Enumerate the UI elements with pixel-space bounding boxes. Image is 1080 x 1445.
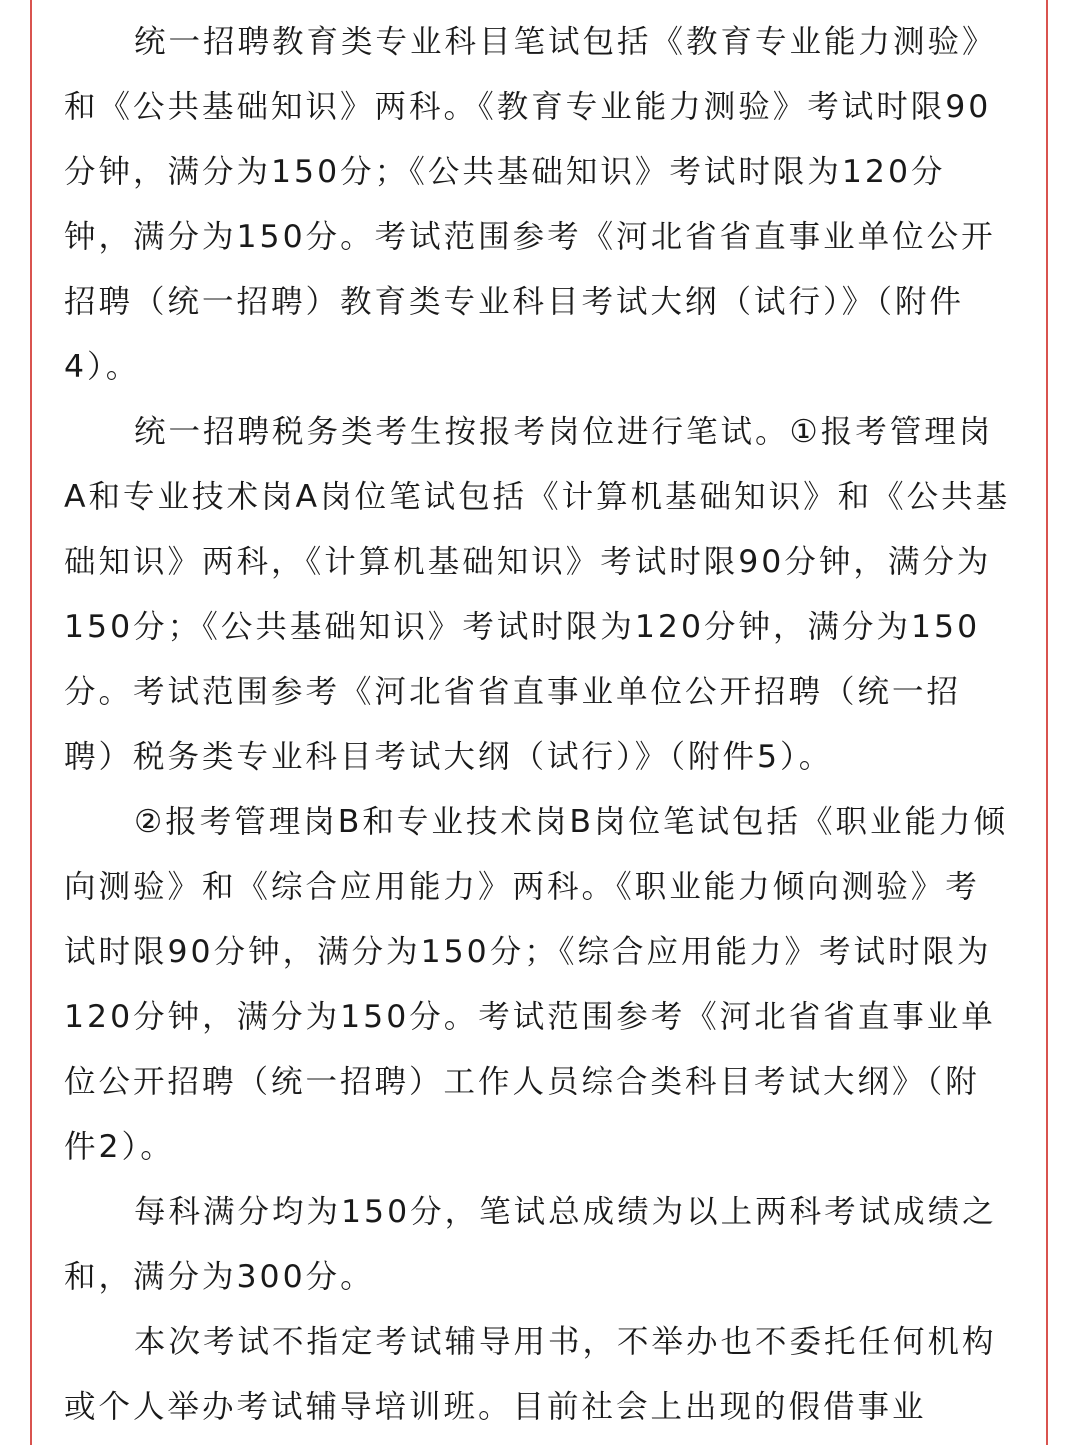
document-body: [64, 10, 1014, 1440]
paragraph-no-tutoring: 本次考试不指定考试辅导用书，不举办也不委托任何机构或个人举办考试辅导培训班。目前社会上出现的假借事业: [64, 1324, 997, 1425]
paragraph-education-exam: 统一招聘教育类专业科目笔试包括《教育专业能力测验》和《公共基础知识》两科。《教育专业能力测验》考试时限90分钟，满分为150分；《公共基础知识》考试时限为120分钟，满分为150分。考试范围参考《河北省省直事业单位公开招聘（统一招聘）教育类专业科目考试大纲（试行）》（附件4）。: [64, 24, 997, 385]
paragraph-tax-exam-b: ②报考管理岗B和专业技术岗B岗位笔试包括《职业能力倾向测验》和《综合应用能力》两科。《职业能力倾向测验》考试时限90分钟，满分为150分；《综合应用能力》考试时限为120分钟，满分为150分。考试范围参考《河北省省直事业单位公开招聘（统一招聘）工作人员综合类科目考试大纲》（附件2）。: [64, 804, 1008, 1165]
paragraph-tax-exam-a: 统一招聘税务类考生按报考岗位进行笔试。①报考管理岗A和专业技术岗A岗位笔试包括《计算机基础知识》和《公共基础知识》两科，《计算机基础知识》考试时限90分钟，满分为150分；《公共基础知识》考试时限为120分钟，满分为150分。考试范围参考《河北省省直事业单位公开招聘（统一招聘）税务类专业科目考试大纲（试行）》（附件5）。: [64, 414, 1011, 775]
left-border-line: [30, 0, 32, 1445]
right-border-line: [1046, 0, 1048, 1445]
paragraph-total-score: 每科满分均为150分，笔试总成绩为以上两科考试成绩之和，满分为300分。: [64, 1194, 997, 1295]
